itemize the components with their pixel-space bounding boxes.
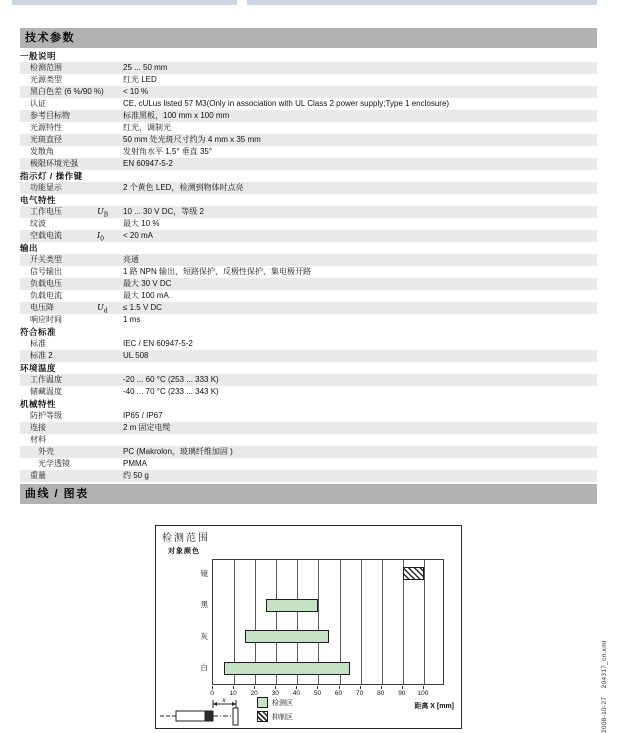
- spec-value: 25 ... 50 mm: [123, 63, 168, 72]
- sensor-front-cap: [205, 711, 213, 721]
- suppression-zone-bar: [403, 567, 424, 580]
- spec-value: [123, 434, 597, 446]
- spec-row: [20, 302, 597, 314]
- grid-line: [382, 560, 383, 684]
- spec-label: 空载电流: [30, 231, 62, 240]
- spec-row: [20, 182, 597, 194]
- spec-label: 响应时间: [30, 315, 62, 324]
- spec-value: 最大 100 mA: [123, 291, 169, 300]
- spec-value: 红光，调制光: [123, 123, 171, 132]
- spec-value: -20 ... 60 °C (253 ... 333 K): [123, 375, 219, 384]
- spec-value: 50 mm 处光斑尺寸约为 4 mm x 35 mm: [123, 135, 261, 144]
- spec-value: 最大 10 %: [123, 219, 160, 228]
- x-tick-label: 100: [417, 690, 429, 697]
- detection-zone-bar: [245, 630, 329, 643]
- section-header: 一般说明: [20, 51, 57, 61]
- spec-row: [20, 86, 597, 98]
- x-tick-mark: [233, 686, 234, 689]
- spec-row: [20, 146, 597, 158]
- chart-x-axis-title: 距离 X [mm]: [414, 703, 454, 710]
- x-tick-mark: [360, 686, 361, 689]
- spec-label: 信号输出: [30, 267, 62, 276]
- dimension-arrow-left: [213, 702, 217, 706]
- spec-row: [20, 446, 597, 458]
- spec-label: 工作温度: [30, 375, 62, 384]
- section-header: 指示灯 / 操作键: [20, 171, 83, 181]
- spec-label: 参考目标物: [30, 111, 70, 120]
- spec-value: UL 508: [123, 351, 149, 360]
- spec-row: [20, 422, 597, 434]
- target-plate: [233, 708, 238, 725]
- legend-item: [257, 711, 293, 722]
- spec-value: PC (Makrolon，玻璃纤维加固 ): [123, 447, 233, 456]
- spec-label: 功能显示: [30, 183, 62, 192]
- spec-symbol: [97, 314, 123, 326]
- spec-row: [20, 218, 597, 230]
- spec-symbol: [97, 146, 123, 158]
- x-tick-label: 20: [250, 690, 258, 697]
- spec-label: 工作电压: [30, 207, 62, 216]
- spec-label: 光源特性: [30, 123, 62, 132]
- legend-label: 检测区: [272, 699, 293, 707]
- spec-label: 外壳: [38, 447, 54, 456]
- spec-symbol: [97, 98, 123, 110]
- spec-symbol: $U_d$: [97, 303, 108, 315]
- spec-value: IEC / EN 60947-5-2: [123, 339, 193, 348]
- spec-value: 标准黑板，100 mm x 100 mm: [123, 111, 230, 120]
- spec-symbol: [97, 470, 123, 482]
- x-tick-label: 60: [334, 690, 343, 697]
- spec-label: 连接: [30, 423, 46, 432]
- spec-row: [20, 98, 597, 110]
- section-bar-curves-charts: 曲线 / 图表: [20, 484, 597, 504]
- spec-symbol: $I_0$: [97, 231, 104, 243]
- document-footer-vertical-text: 2008-10-27 204317_cn.xml: [601, 640, 608, 733]
- spec-value: 约 50 g: [123, 471, 149, 480]
- spec-row: [20, 230, 597, 242]
- spec-symbol: [97, 278, 123, 290]
- spec-symbol: [97, 62, 123, 74]
- x-tick-mark: [423, 686, 424, 689]
- spec-symbol: [97, 374, 123, 386]
- category-label: 白: [200, 663, 208, 673]
- x-tick-mark: [296, 686, 297, 689]
- spec-symbol: [97, 158, 123, 170]
- spec-table: [20, 50, 597, 482]
- x-tick-label: 40: [292, 690, 300, 697]
- x-tick-label: 0: [210, 690, 214, 697]
- spec-symbol: [97, 290, 123, 302]
- spec-symbol: [97, 446, 123, 458]
- spec-row: [20, 134, 597, 146]
- legend-swatch-suppression: [257, 711, 268, 722]
- spec-symbol: [97, 182, 123, 194]
- spec-row: [20, 410, 597, 422]
- spec-row: [20, 386, 597, 398]
- section-header: 环境温度: [20, 363, 57, 373]
- sensor-diagram: [158, 696, 248, 728]
- spec-symbol: [97, 350, 123, 362]
- grid-line: [424, 560, 425, 684]
- spec-row: [20, 338, 597, 350]
- spec-value: ≤ 1.5 V DC: [123, 303, 163, 312]
- spec-value: -40 ... 70 °C (233 ... 343 K): [123, 387, 219, 396]
- x-tick-mark: [339, 686, 340, 689]
- spec-row: [20, 206, 597, 218]
- spec-label: 电压降: [30, 303, 54, 312]
- spec-symbol: [97, 266, 123, 278]
- spec-row: [20, 374, 597, 386]
- spec-row: [20, 122, 597, 134]
- spec-row: [20, 110, 597, 122]
- spec-label: 认证: [30, 99, 46, 108]
- spec-symbol: [97, 434, 123, 446]
- x-tick-label: 70: [356, 690, 364, 697]
- x-tick-label: 10: [229, 690, 237, 697]
- spec-symbol: [97, 422, 123, 434]
- spec-label: 负载电压: [30, 279, 62, 288]
- chart-title: 检测范围: [162, 533, 210, 544]
- spec-row: [20, 458, 597, 470]
- x-tick-label: 30: [271, 690, 279, 697]
- spec-symbol: $U_B$: [97, 207, 109, 219]
- spec-label: 光源类型: [30, 75, 62, 84]
- spec-label: 光学透镜: [38, 459, 70, 468]
- section-header: 输出: [20, 243, 39, 253]
- spec-symbol: [97, 74, 123, 86]
- spec-value: 2 m 固定电缆: [123, 423, 171, 432]
- section-bar-technical-parameters: 技术参数: [20, 28, 597, 48]
- section-header: 电气特性: [20, 195, 57, 205]
- spec-symbol: [97, 122, 123, 134]
- spec-row: [20, 290, 597, 302]
- spec-value: 1 路 NPN 输出，短路保护，反极性保护，集电极开路: [123, 267, 312, 276]
- x-tick-label: 90: [398, 690, 406, 697]
- spec-label: 检测范围: [30, 63, 62, 72]
- spec-row: [20, 158, 597, 170]
- x-tick-mark: [317, 686, 318, 689]
- section-header: 符合标准: [20, 327, 57, 337]
- spec-label: 负载电流: [30, 291, 62, 300]
- sensor-body: [176, 711, 205, 721]
- spec-label: 发散角: [30, 147, 54, 156]
- spec-label: 标准 2: [30, 351, 53, 360]
- spec-label: 极限环境光强: [30, 159, 78, 168]
- spec-value: 发射角水平 1.5° 垂直 35°: [123, 147, 213, 156]
- spec-label: 重量: [30, 471, 46, 480]
- spec-label: 黑白色差 (6 %/90 %): [30, 87, 104, 96]
- spec-symbol: [97, 218, 123, 230]
- detection-zone-bar: [266, 599, 319, 612]
- x-tick-mark: [381, 686, 382, 689]
- spec-value: 2 个黄色 LED，检测到物体时点亮: [123, 183, 244, 192]
- category-label: 黑: [200, 600, 208, 610]
- spec-symbol: [97, 110, 123, 122]
- top-strip-left: [12, 0, 237, 5]
- spec-value: EN 60947-5-2: [123, 159, 173, 168]
- spec-value: 10 ... 30 V DC，等级 2: [123, 207, 204, 216]
- spec-value: IP65 / IP67: [123, 411, 163, 420]
- x-tick-label: 80: [377, 690, 385, 697]
- spec-row: [20, 470, 597, 482]
- spec-label: 开关类型: [30, 255, 62, 264]
- detection-zone-bar: [224, 662, 351, 675]
- spec-value: 最大 30 V DC: [123, 279, 172, 288]
- spec-row: [20, 434, 597, 446]
- spec-symbol: [97, 338, 123, 350]
- x-tick-mark: [212, 686, 213, 689]
- spec-symbol: [97, 458, 123, 470]
- legend-swatch-detection: [257, 697, 268, 708]
- section-header: 机械特性: [20, 399, 57, 409]
- spec-value: < 20 mA: [123, 231, 154, 240]
- spec-value: < 10 %: [123, 87, 149, 96]
- spec-symbol: [97, 134, 123, 146]
- category-label: 灰: [200, 631, 208, 641]
- spec-symbol: [97, 254, 123, 266]
- category-label: 镜: [200, 568, 208, 578]
- spec-row: [20, 314, 597, 326]
- spec-symbol: [97, 386, 123, 398]
- spec-label: 纹波: [30, 219, 46, 228]
- detection-range-chart: [155, 525, 462, 729]
- spec-row: [20, 62, 597, 74]
- spec-value: 红光 LED: [123, 75, 157, 84]
- chart-y-axis-label: 对象颜色: [168, 548, 200, 555]
- spec-label: 储藏温度: [30, 387, 62, 396]
- spec-value: 1 ms: [123, 315, 141, 324]
- x-tick-mark: [275, 686, 276, 689]
- top-strip-right: [247, 0, 597, 5]
- spec-label: 防护等级: [30, 411, 62, 420]
- x-tick-label: 50: [313, 690, 322, 697]
- spec-label: 标准: [30, 339, 46, 348]
- dimension-label: x: [222, 697, 226, 704]
- spec-symbol: [97, 410, 123, 422]
- chart-plot-area: [212, 559, 444, 685]
- spec-symbol: [97, 86, 123, 98]
- spec-label: 光斑直径: [30, 135, 62, 144]
- dimension-arrow-right: [232, 702, 236, 706]
- spec-row: [20, 266, 597, 278]
- spec-value: PMMA: [123, 459, 147, 468]
- spec-value: CE, cULus listed 57 M3(Only in association with UL Class 2 power supply;Type 1 enclosure): [123, 99, 450, 108]
- x-tick-mark: [254, 686, 255, 689]
- spec-row: [20, 74, 597, 86]
- spec-row: [20, 254, 597, 266]
- legend-item: [257, 697, 293, 708]
- spec-label: 材料: [30, 435, 46, 444]
- spec-row: [20, 350, 597, 362]
- spec-value: 亮通: [123, 255, 139, 264]
- spec-row: [20, 278, 597, 290]
- x-tick-mark: [402, 686, 403, 689]
- legend-label: 抑制区: [272, 713, 293, 721]
- grid-line: [361, 560, 362, 684]
